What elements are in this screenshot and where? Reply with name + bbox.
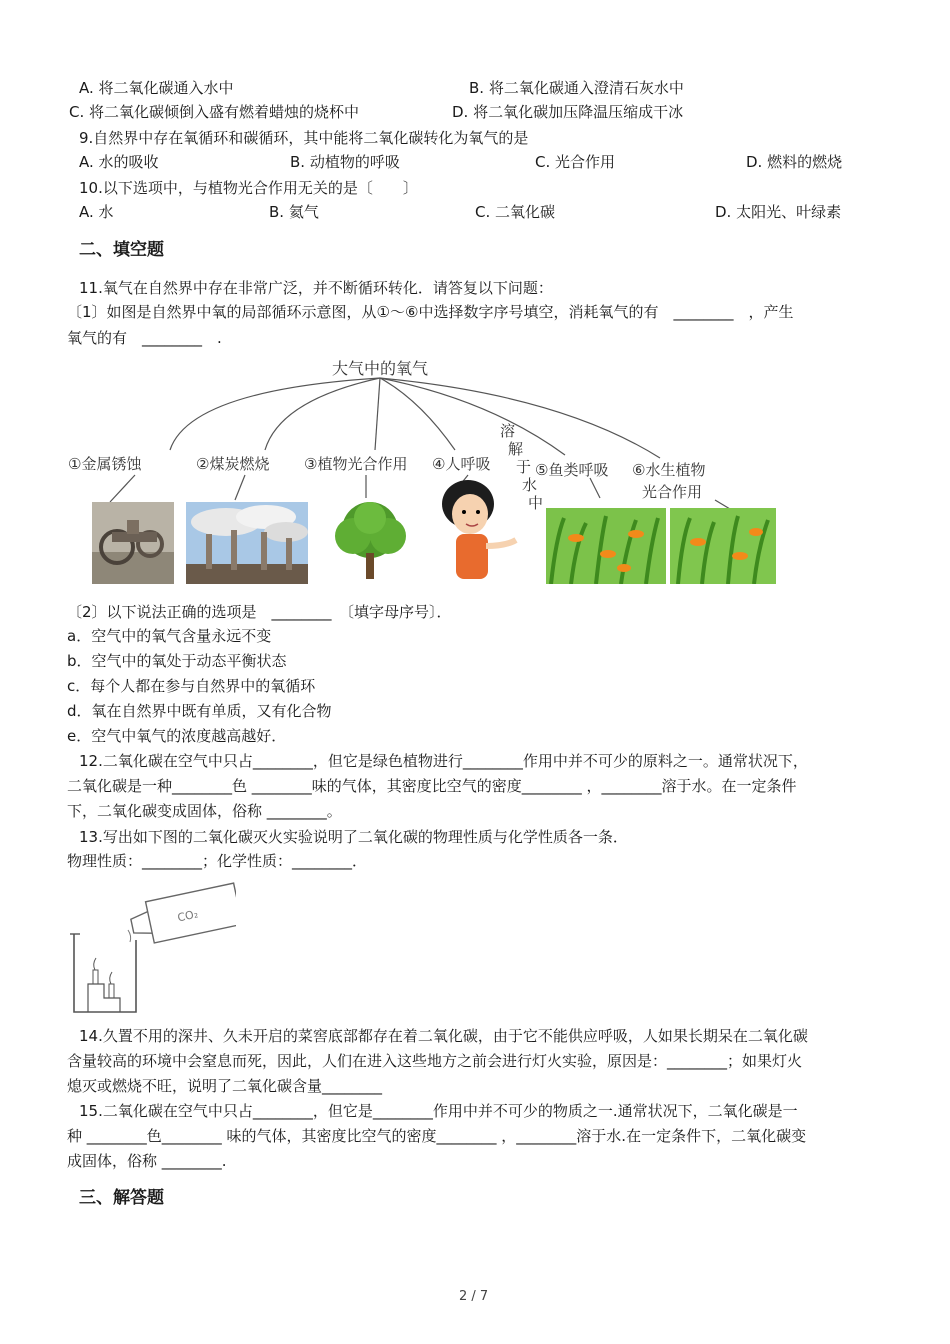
q12-line1: 12.二氧化碳在空气中只占________，但它是绿色植物进行________作用中并不可少的原料之一。通常状况下， <box>79 752 808 770</box>
figure-item-5: ⑤鱼类呼吸 <box>535 461 609 479</box>
figure-item-3: ③植物光合作用 <box>304 455 408 473</box>
q15-line1: 15.二氧化碳在空气中只占________，但它是________作用中并不可少的物质之一.通常状况下，二氧化碳是一 <box>79 1102 798 1120</box>
q8-option-c: C. 将二氧化碳倾倒入盛有燃着蜡烛的烧杯中 <box>69 103 360 121</box>
q13-stem: 13.写出如下图的二氧化碳灭火实验说明了二氧化碳的物理性质与化学性质各一条． <box>79 828 628 846</box>
page-number: 2 / 7 <box>459 1289 489 1304</box>
q11-option-a: a．空气中的氧气含量永远不变 <box>67 627 272 645</box>
q9-option-d: D. 燃料的燃烧 <box>746 153 843 171</box>
figure-item-1: ①金属锈蚀 <box>68 455 142 473</box>
person-breathing-image <box>428 474 518 584</box>
q11-option-e: e．空气中氧气的浓度越高越好． <box>67 727 287 745</box>
q11-option-b: b．空气中的氧处于动态平衡状态 <box>67 652 287 670</box>
coal-burning-factory-image <box>186 502 308 584</box>
q8-option-d: D. 将二氧化碳加压降温压缩成干冰 <box>452 103 684 121</box>
q10-option-a: A. 水 <box>79 203 114 221</box>
q12-line3: 下，二氧化碳变成固体，俗称 ________。 <box>67 802 342 820</box>
tree-image <box>328 498 412 582</box>
q11-option-d: d．氧在自然界中既有单质，又有化合物 <box>67 702 332 720</box>
q14-line3: 熄灭或燃烧不旺，说明了二氧化碳含量________ <box>67 1077 383 1095</box>
q11-stem: 11.氧气在自然界中存在非常广泛，并不断循环转化．请答复以下问题： <box>79 279 553 297</box>
q8-option-a: A. 将二氧化碳通入水中 <box>79 79 234 97</box>
oxygen-cycle-figure <box>60 350 790 590</box>
q8-option-b: B. 将二氧化碳通入澄清石灰水中 <box>469 79 684 97</box>
aquatic-plants-image <box>670 508 776 584</box>
figure-side-label: 溶 解 于 水 中 <box>500 422 544 512</box>
q11-part1-line2: 氧气的有 ________ . <box>67 329 222 347</box>
q10-option-d: D. 太阳光、叶绿素 <box>715 203 842 221</box>
figure-top-label: 大气中的氧气 <box>332 359 429 378</box>
q13-answer-line: 物理性质：________；化学性质：________． <box>67 852 368 870</box>
q14-line2: 含量较高的环境中会窒息而死，因此，人们在进入这些地方之前会进行灯火实验，原因是：________；如果灯火 <box>67 1052 803 1070</box>
q15-line2: 种 ________色________ 味的气体，其密度比空气的密度________ ，________溶于水.在一定条件下，二氧化碳变 <box>67 1127 807 1145</box>
section-title-fill-in: 二、填空题 <box>79 240 164 260</box>
q9-option-a: A. 水的吸收 <box>79 153 159 171</box>
figure-item-4: ④人呼吸 <box>432 455 491 473</box>
q10-option-b: B. 氦气 <box>269 203 319 221</box>
q11-option-c: c．每个人都在参与自然界中的氧循环 <box>67 677 316 695</box>
q11-part2: 〔2〕以下说法正确的选项是 ________ 〔填字母序号〕． <box>67 603 452 621</box>
figure-item-2: ②煤炭燃烧 <box>196 455 270 473</box>
q10-stem: 10.以下选项中，与植物光合作用无关的是〔 〕 <box>79 179 418 197</box>
side-label-char: 于 <box>516 458 532 476</box>
co2-extinguish-figure <box>66 876 236 1018</box>
q9-stem: 9.自然界中存在氧循环和碳循环，其中能将二氧化碳转化为氧气的是 <box>79 129 529 147</box>
figure-item-6-line2: 光合作用 <box>642 483 703 501</box>
side-label-char: 解 <box>508 440 524 458</box>
q9-option-b: B. 动植物的呼吸 <box>290 153 400 171</box>
q10-option-c: C. 二氧化碳 <box>475 203 556 221</box>
q12-line2: 二氧化碳是一种________色 ________味的气体，其密度比空气的密度________ ，________溶于水。在一定条件 <box>67 777 797 795</box>
q9-option-c: C. 光合作用 <box>535 153 616 171</box>
side-label-char: 溶 <box>500 422 516 440</box>
section-title-answer: 三、解答题 <box>79 1188 164 1208</box>
rusty-metal-image <box>92 502 174 584</box>
q15-line3: 成固体，俗称 ________. <box>67 1152 227 1170</box>
fish-breathing-image <box>546 508 666 584</box>
q14-line1: 14.久置不用的深井、久未开启的菜窖底部都存在着二氧化碳，由于它不能供应呼吸，人如果长期呆在二氧化碳 <box>79 1027 808 1045</box>
q11-part1-line1: 〔1〕如图是自然界中氧的局部循环示意图，从①～⑥中选择数字序号填空，消耗氧气的有 ________ ，产生 <box>67 303 794 321</box>
figure-item-6: ⑥水生植物 <box>632 461 706 479</box>
co2-bottle-label: CO₂ <box>176 907 200 925</box>
